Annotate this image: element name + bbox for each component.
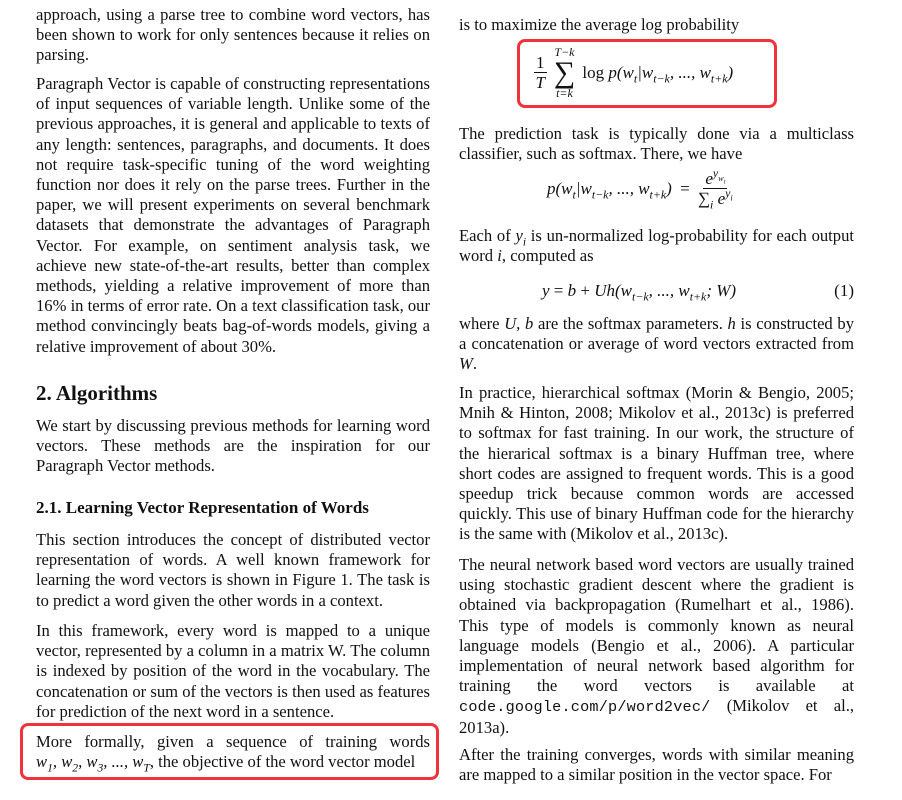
equation-objective: $\frac{1}{T}$ T−k ∑ t=k $\log p(w_t|w_{t-k}$, ..., $w_{t+k}$) <box>535 45 734 100</box>
paragraph-where: where U, b are the softmax parameters. h is constructed by a concatenation or average of word vectors extracted from W. <box>459 314 854 374</box>
paragraph-section-intro: This section introduces the concept of distributed vector representation of words. A well known framework for learning the word vectors is shown in Figure 1. The task is to predict a word given the other words in a context. <box>36 530 430 610</box>
paragraph-framework: In this framework, every word is mapped to a unique vector, represented by a column in a matrix W. The column is indexed by position of the word in the vocabulary. The concatenation or sum of the vectors is then used as features for prediction of the next word in a sentence. <box>36 621 430 721</box>
equation-softmax: $p(w_t|w_{t-k}$, ..., $w_{t+k}$) = $\frac{e^{y_{w_t}}}{\sum_i e^{y_i}}$ <box>547 166 733 212</box>
paragraph-intro-end: approach, using a parse tree to combine word vectors, has been shown to work for only sentences because it relies on parsing. <box>36 5 430 65</box>
paragraph-objective: is to maximize the average log probability <box>459 15 740 34</box>
paragraph-hierarchical-softmax: In practice, hierarchical softmax (Morin & Bengio, 2005; Mnih & Hinton, 2008; Mikolov et al., 2013c) is preferred to softmax for fast training. In our work, the structure of the hierarical softmax is a binary Huffman tree, where short codes are assigned to frequent words. This is a good speedup trick because common words are accessed quickly. This use of binary Huffman code for the hierarchy is the same with (Mikolov et al., 2013c). <box>459 383 854 544</box>
highlight-box-objective-equation <box>517 39 777 108</box>
paragraph-neural-network: The neural network based word vectors are usually trained using stochastic gradient descent where the gradient is obtained via backpropagation (Rumelhart et al., 1986). This type of models is commonly known as neural language models (Bengio et al., 2006). A particular implementation of neural network based algorithm for training the word vectors is available at code.google.com/p/word2vec/ (Mikolov et al., 2013a). <box>459 555 855 737</box>
paragraph-paragraph-vector: Paragraph Vector is capable of constructing representations of input sequences of variable length. Unlike some of the previous approaches, it is general and applicable to texts of any length: sentences, paragraphs, and documents. It does not require task-specific tuning of the word weighting function nor does it rely on the parse trees. Further in the paper, we will present experiments on several benchmark datasets that demonstrate the advantages of Paragraph Vector. For example, on sentiment analysis task, we achieve new state-of-the-art results, better than complex methods, yielding a relative improvement of more than 16% in terms of error rate. On a text classification task, our method convincingly beats bag-of-words models, giving a relative improvement of about 30%. <box>36 74 430 356</box>
summation-symbol: T−k ∑ t=k <box>553 45 576 100</box>
word-sequence-math: $w_1$, $w_2$, $w_3$, ..., $w_T$ <box>36 752 150 775</box>
formally-line-2: $w_1$, $w_2$, $w_3$, ..., $w_T$, the objective of the word vector model <box>36 752 416 775</box>
subsection-heading-word-vectors: 2.1. Learning Vector Representation of Words <box>36 498 369 517</box>
paragraph-algorithms-intro: We start by discussing previous methods for learning word vectors. These methods are the inspiration for our Paragraph Vector methods. <box>36 416 430 476</box>
paragraph-each: Each of $y_i$ is un-normalized log-probability for each output word i, computed as <box>459 226 854 266</box>
highlight-box-formally <box>20 723 439 780</box>
word2vec-url[interactable]: code.google.com/p/word2vec/ <box>459 698 711 717</box>
paragraph-prediction: The prediction task is typically done via a multiclass classifier, such as softmax. There, we have <box>459 124 854 164</box>
equation-y: $y = b + Uh(w_{t-k}$, ..., $w_{t+k}$; W) (1) <box>542 281 854 304</box>
equation-number: (1) <box>834 281 854 300</box>
section-heading-algorithms: 2. Algorithms <box>36 381 158 405</box>
formally-line-1: More formally, given a sequence of training words <box>36 732 430 751</box>
paragraph-after-training: After the training converges, words with similar meaning are mapped to a similar position in the vector space. For <box>459 745 854 785</box>
